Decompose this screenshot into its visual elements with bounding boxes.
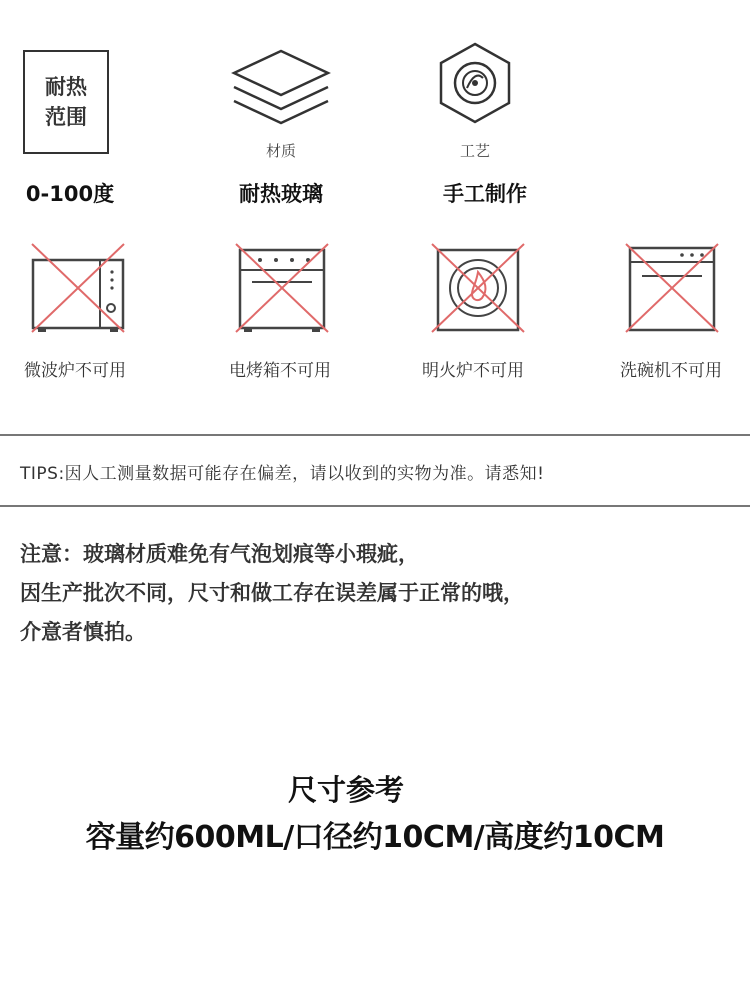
heat-range-line-2: 范围 bbox=[45, 105, 87, 129]
oven-not-allowed-label: 电烤箱不可用 bbox=[229, 361, 331, 381]
heat-range-box bbox=[23, 50, 109, 154]
notice-line-3: 介意者慎拍。 bbox=[20, 620, 146, 644]
size-reference-title: 尺寸参考 bbox=[287, 773, 404, 807]
gas-stove-not-allowed-label: 明火炉不可用 bbox=[422, 361, 524, 381]
craft-value: 手工制作 bbox=[443, 182, 527, 206]
microwave-icon bbox=[28, 240, 128, 334]
heat-range-line-1: 耐热 bbox=[45, 75, 87, 99]
dishwasher-icon bbox=[622, 240, 722, 334]
material-value: 耐热玻璃 bbox=[239, 182, 323, 206]
material-label: 材质 bbox=[265, 142, 296, 160]
craft-hexagon-icon bbox=[437, 40, 513, 126]
layers-icon bbox=[228, 45, 334, 127]
oven-icon bbox=[232, 240, 332, 334]
notice-line-2: 因生产批次不同，尺寸和做工存在误差属于正常的哦， bbox=[20, 581, 524, 605]
tips-top-rule bbox=[0, 434, 750, 436]
microwave-not-allowed-label: 微波炉不可用 bbox=[24, 361, 126, 381]
tips-bottom-rule bbox=[0, 505, 750, 507]
dishwasher-not-allowed-label: 洗碗机不可用 bbox=[620, 361, 722, 381]
notice-paragraph bbox=[20, 535, 730, 652]
notice-line-1: 注意：玻璃材质难免有气泡划痕等小瑕疵， bbox=[20, 542, 419, 566]
size-reference-detail: 容量约600ML/口径约10CM/高度约10CM bbox=[85, 820, 665, 855]
gas-stove-icon bbox=[428, 240, 528, 334]
heat-range-value: 0-100度 bbox=[25, 182, 115, 206]
craft-label: 工艺 bbox=[459, 142, 490, 160]
tips-text: TIPS:因人工测量数据可能存在偏差，请以收到的实物为准。请悉知! bbox=[20, 464, 545, 484]
